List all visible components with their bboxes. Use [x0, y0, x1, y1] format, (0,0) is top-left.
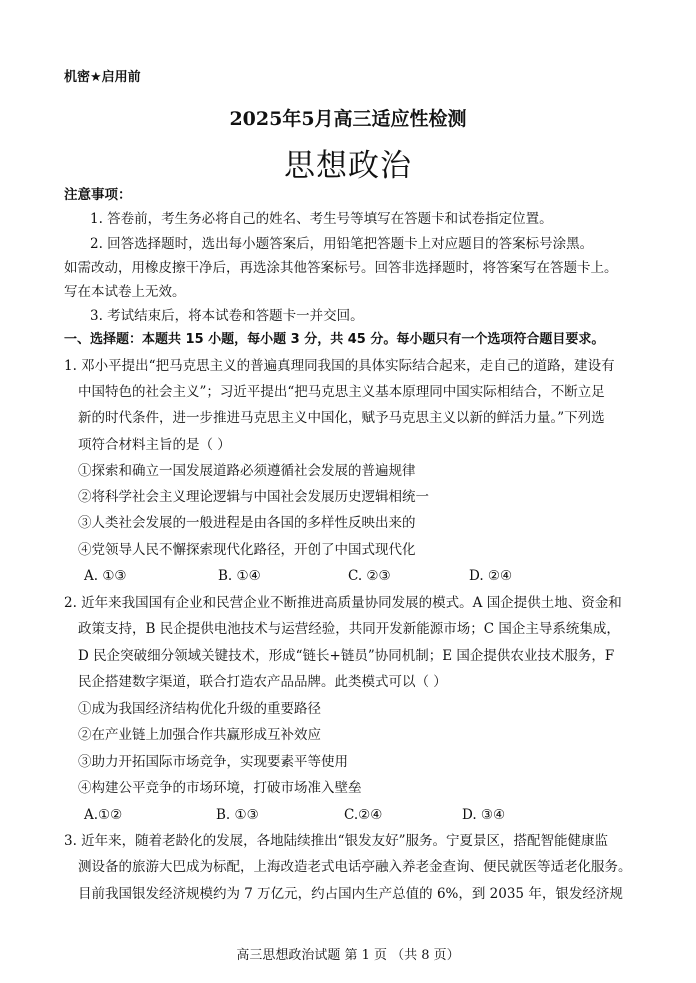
q2-item-3: ③助力开拓国际市场竞争，实现要素平等使用 [78, 754, 348, 770]
q1-stem-line-2: 中国特色的社会主义”；习近平提出“把马克思主义基本原理同中国实际相结合，不断立足 [78, 384, 605, 400]
q1-item-4: ④党领导人民不懈探索现代化路径，开创了中国式现代化 [78, 542, 416, 558]
q2-stem-line-3: D 民企突破细分领域关键技术，形成“链长+链员”协同机制；E 国企提供农业技术服务，F [78, 648, 615, 664]
q2-item-4: ④构建公平竞争的市场环境，打破市场准入壁垒 [78, 780, 362, 796]
q1-item-2: ②将科学社会主义理论逻辑与中国社会发展历史逻辑相统一 [78, 489, 429, 505]
q1-option-b: B. ①④ [218, 568, 261, 584]
q1-option-c: C. ②③ [348, 568, 391, 584]
exam-title: 2025年5月高三适应性检测 [229, 108, 467, 130]
q2-option-b: B. ①③ [216, 807, 259, 823]
q1-stem-line-4: 项符合材料主旨的是（ ） [78, 437, 231, 453]
q2-stem-line-2: 政策支持，B 民企提供电池技术与运营经验，共同开发新能源市场；C 国企主导系统集成， [78, 621, 620, 637]
q3-stem-line-3: 目前我国银发经济规模约为 7 万亿元，约占国内生产总值的 6%，到 2035 年，银发经济规 [78, 886, 623, 902]
q2-option-a: A.①② [84, 807, 123, 823]
q1-stem-line-1: 1. 邓小平提出“把马克思主义的普遍真理同我国的具体实际结合起来，走自己的道路，建设有 [64, 358, 615, 374]
q2-stem-line-1: 2. 近年来我国国有企业和民营企业不断推进高质量协同发展的模式。A 国企提供土地、资金和 [64, 595, 622, 611]
subject-title: 思想政治 [284, 148, 412, 184]
q1-item-3: ③人类社会发展的一般进程是由各国的多样性反映出来的 [78, 515, 416, 531]
notes-line-1: 1. 答卷前，考生务必将自己的姓名、考生号等填写在答题卡和试卷指定位置。 [90, 211, 553, 227]
q3-stem-line-2: 测设备的旅游大巴成为标配，上海改造老式电话亭融入养老金查询、便民就医等适老化服务。 [78, 859, 632, 875]
q1-stem-line-3: 新的时代条件，进一步推进马克思主义中国化，赋予马克思主义以新的鲜活力量。”下列选 [78, 410, 605, 426]
notes-line-5: 3. 考试结束后，将本试卷和答题卡一并交回。 [90, 308, 364, 324]
notes-line-2: 2. 回答选择题时，选出每小题答案后，用铅笔把答题卡上对应题目的答案标号涂黑。 [90, 236, 594, 252]
notes-line-4: 写在本试卷上无效。 [64, 284, 186, 300]
q3-stem-line-1: 3. 近年来，随着老龄化的发展，各地陆续推出“银发友好”服务。宁夏景区，搭配智能健康监 [64, 833, 608, 849]
q1-option-a: A. ①③ [84, 568, 127, 584]
q1-option-d: D. ②④ [469, 568, 513, 584]
q2-item-1: ①成为我国经济结构优化升级的重要路径 [78, 701, 321, 717]
q1-item-1: ①探索和确立一国发展道路必须遵循社会发展的普遍规律 [78, 463, 416, 479]
notes-line-3: 如需改动，用橡皮擦干净后，再选涂其他答案标号。回答非选择题时，将答案写在答题卡上。 [64, 260, 618, 276]
notes-heading: 注意事项： [64, 187, 132, 203]
confidential-mark: 机密★启用前 [64, 70, 141, 85]
q2-option-d: D. ③④ [462, 807, 506, 823]
q2-stem-line-4: 民企搭建数字渠道，联合打造农产品品牌。此类模式可以（ ） [78, 674, 447, 690]
q2-option-c: C.②④ [344, 807, 383, 823]
page-footer: 高三思想政治试题 第 1 页 （共 8 页） [236, 948, 460, 963]
section-heading: 一、选择题：本题共 15 小题，每小题 3 分，共 45 分。每小题只有一个选项符合题目要求。 [64, 332, 605, 347]
q2-item-2: ②在产业链上加强合作共赢形成互补效应 [78, 727, 321, 743]
